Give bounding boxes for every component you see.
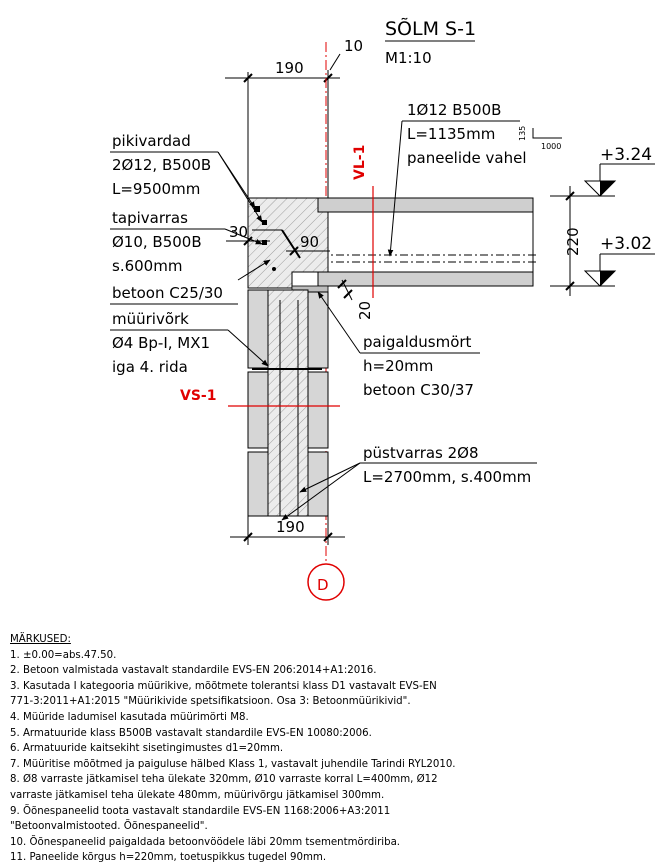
title-block bbox=[385, 17, 476, 67]
muurivork-line-2: Ø4 Bp-I, MX1 bbox=[112, 334, 211, 352]
muurivork-line-1: müürivõrk bbox=[112, 310, 189, 328]
note-line: 3. Kasutada I kategooria müürikive, mõõtmete tolerantsi klass D1 vastavalt EVS-EN bbox=[10, 680, 437, 692]
dim-1000: 1000 bbox=[541, 142, 562, 151]
paigaldusmort-line-1: paigaldusmört bbox=[363, 333, 472, 351]
note-line: 771-3:2011+A1:2015 "Müürikivide spetsifikatsioon. Osa 3: Betoonmüürikivid". bbox=[10, 696, 411, 708]
dim-20: 20 bbox=[356, 300, 374, 320]
tapivarras-line-3: s.600mm bbox=[112, 257, 183, 275]
callout-paigaldusmort bbox=[318, 292, 480, 399]
section-vl1-label: VL-1 bbox=[352, 144, 368, 180]
note-line: varraste jätkamisel teha ülekate 480mm, müürivõrgu jätkamisel 300mm. bbox=[10, 789, 385, 801]
muurivork-line-3: iga 4. rida bbox=[112, 358, 188, 376]
paigaldusmort-line-3: betoon C30/37 bbox=[363, 381, 474, 399]
dim-30: 30 bbox=[229, 223, 249, 241]
dim-top-190: 190 bbox=[275, 59, 304, 77]
dim-bottom-190: 190 bbox=[276, 518, 305, 536]
note-line: 8. Ø8 varraste jätkamisel teha ülekate 320mm, Ø10 varraste korral L=400mm, Ø12 bbox=[10, 774, 438, 786]
note-line: 11. Paneelide kõrgus h=220mm, toetuspikkus tugedel 90mm. bbox=[10, 852, 327, 864]
betoon-line-1: betoon C25/30 bbox=[112, 284, 223, 302]
pikivardad-line-3: L=9500mm bbox=[112, 180, 201, 198]
note-line: 1. ±0.00=abs.47.50. bbox=[10, 649, 117, 661]
note-line: 5. Armatuuride klass B500B vastavalt standardile EVS-EN 10080:2006. bbox=[10, 727, 372, 739]
panel-bar-line-2: L=1135mm bbox=[407, 125, 496, 143]
dim-top-10: 10 bbox=[344, 37, 364, 55]
note-line: 7. Müüritise mõõtmed ja paiguluse hälbed Klass 1, vastavalt juhendile Tarindi RYL2010. bbox=[10, 758, 456, 770]
scale-marker bbox=[518, 126, 562, 151]
dim-90: 90 bbox=[300, 233, 320, 251]
callout-tapivarras bbox=[110, 209, 262, 275]
notes-header: MÄRKUSED: bbox=[10, 634, 71, 645]
paigaldusmort-line-2: h=20mm bbox=[363, 357, 434, 375]
elevation-lower: +3.02 bbox=[600, 234, 653, 254]
masonry-wall bbox=[248, 290, 328, 516]
callout-muurivork bbox=[110, 310, 268, 376]
panel-bar-line-1: 1Ø12 B500B bbox=[407, 101, 502, 119]
notes-block bbox=[10, 632, 650, 866]
note-line: 10. Õõnespaneelid paigaldada betoonvöödele läbi 20mm tsementmördiriba. bbox=[10, 836, 401, 848]
bottom-dimension bbox=[230, 516, 345, 545]
pustvarras-line-2: L=2700mm, s.400mm bbox=[363, 468, 532, 486]
pikivardad-line-1: pikivardad bbox=[112, 132, 191, 150]
elevation-upper: +3.24 bbox=[600, 145, 653, 165]
pikivardad-line-2: 2Ø12, B500B bbox=[112, 156, 212, 174]
top-dimension bbox=[225, 37, 363, 200]
dim-135: 135 bbox=[518, 125, 527, 141]
note-line: 9. Õõnespaneelid toota vastavalt standardile EVS-EN 1168:2006+A3:2011 bbox=[10, 805, 391, 817]
slab-bottom bbox=[318, 272, 533, 286]
hollow-core-slabs bbox=[318, 198, 538, 286]
note-line: 4. Müüride ladumisel kasutada müürimörti M8. bbox=[10, 711, 249, 723]
slab-top bbox=[318, 198, 533, 212]
note-line: 6. Armatuuride kaitsekiht sisetingimustes d1=20mm. bbox=[10, 743, 284, 755]
tapivarras-line-1: tapivarras bbox=[112, 209, 188, 227]
dim-220: 220 bbox=[564, 227, 582, 256]
tapivarras-line-2: Ø10, B500B bbox=[112, 233, 202, 251]
pustvarras-line-1: püstvarras 2Ø8 bbox=[363, 444, 479, 462]
grid-label: D bbox=[317, 576, 329, 594]
drawing-scale: M1:10 bbox=[385, 49, 432, 67]
section-vs1-label: VS-1 bbox=[180, 388, 217, 404]
drawing-title: SÕLM S-1 bbox=[385, 18, 477, 40]
note-line: "Betoonvalmistooted. Õõnespaneelid". bbox=[10, 821, 208, 833]
elevation-markers bbox=[550, 145, 655, 296]
panel-bar-line-3: paneelide vahel bbox=[407, 149, 527, 167]
note-line: 2. Betoon valmistada vastavalt standardile EVS-EN 206:2014+A1:2016. bbox=[10, 665, 377, 677]
callout-panel-bar bbox=[390, 101, 527, 256]
